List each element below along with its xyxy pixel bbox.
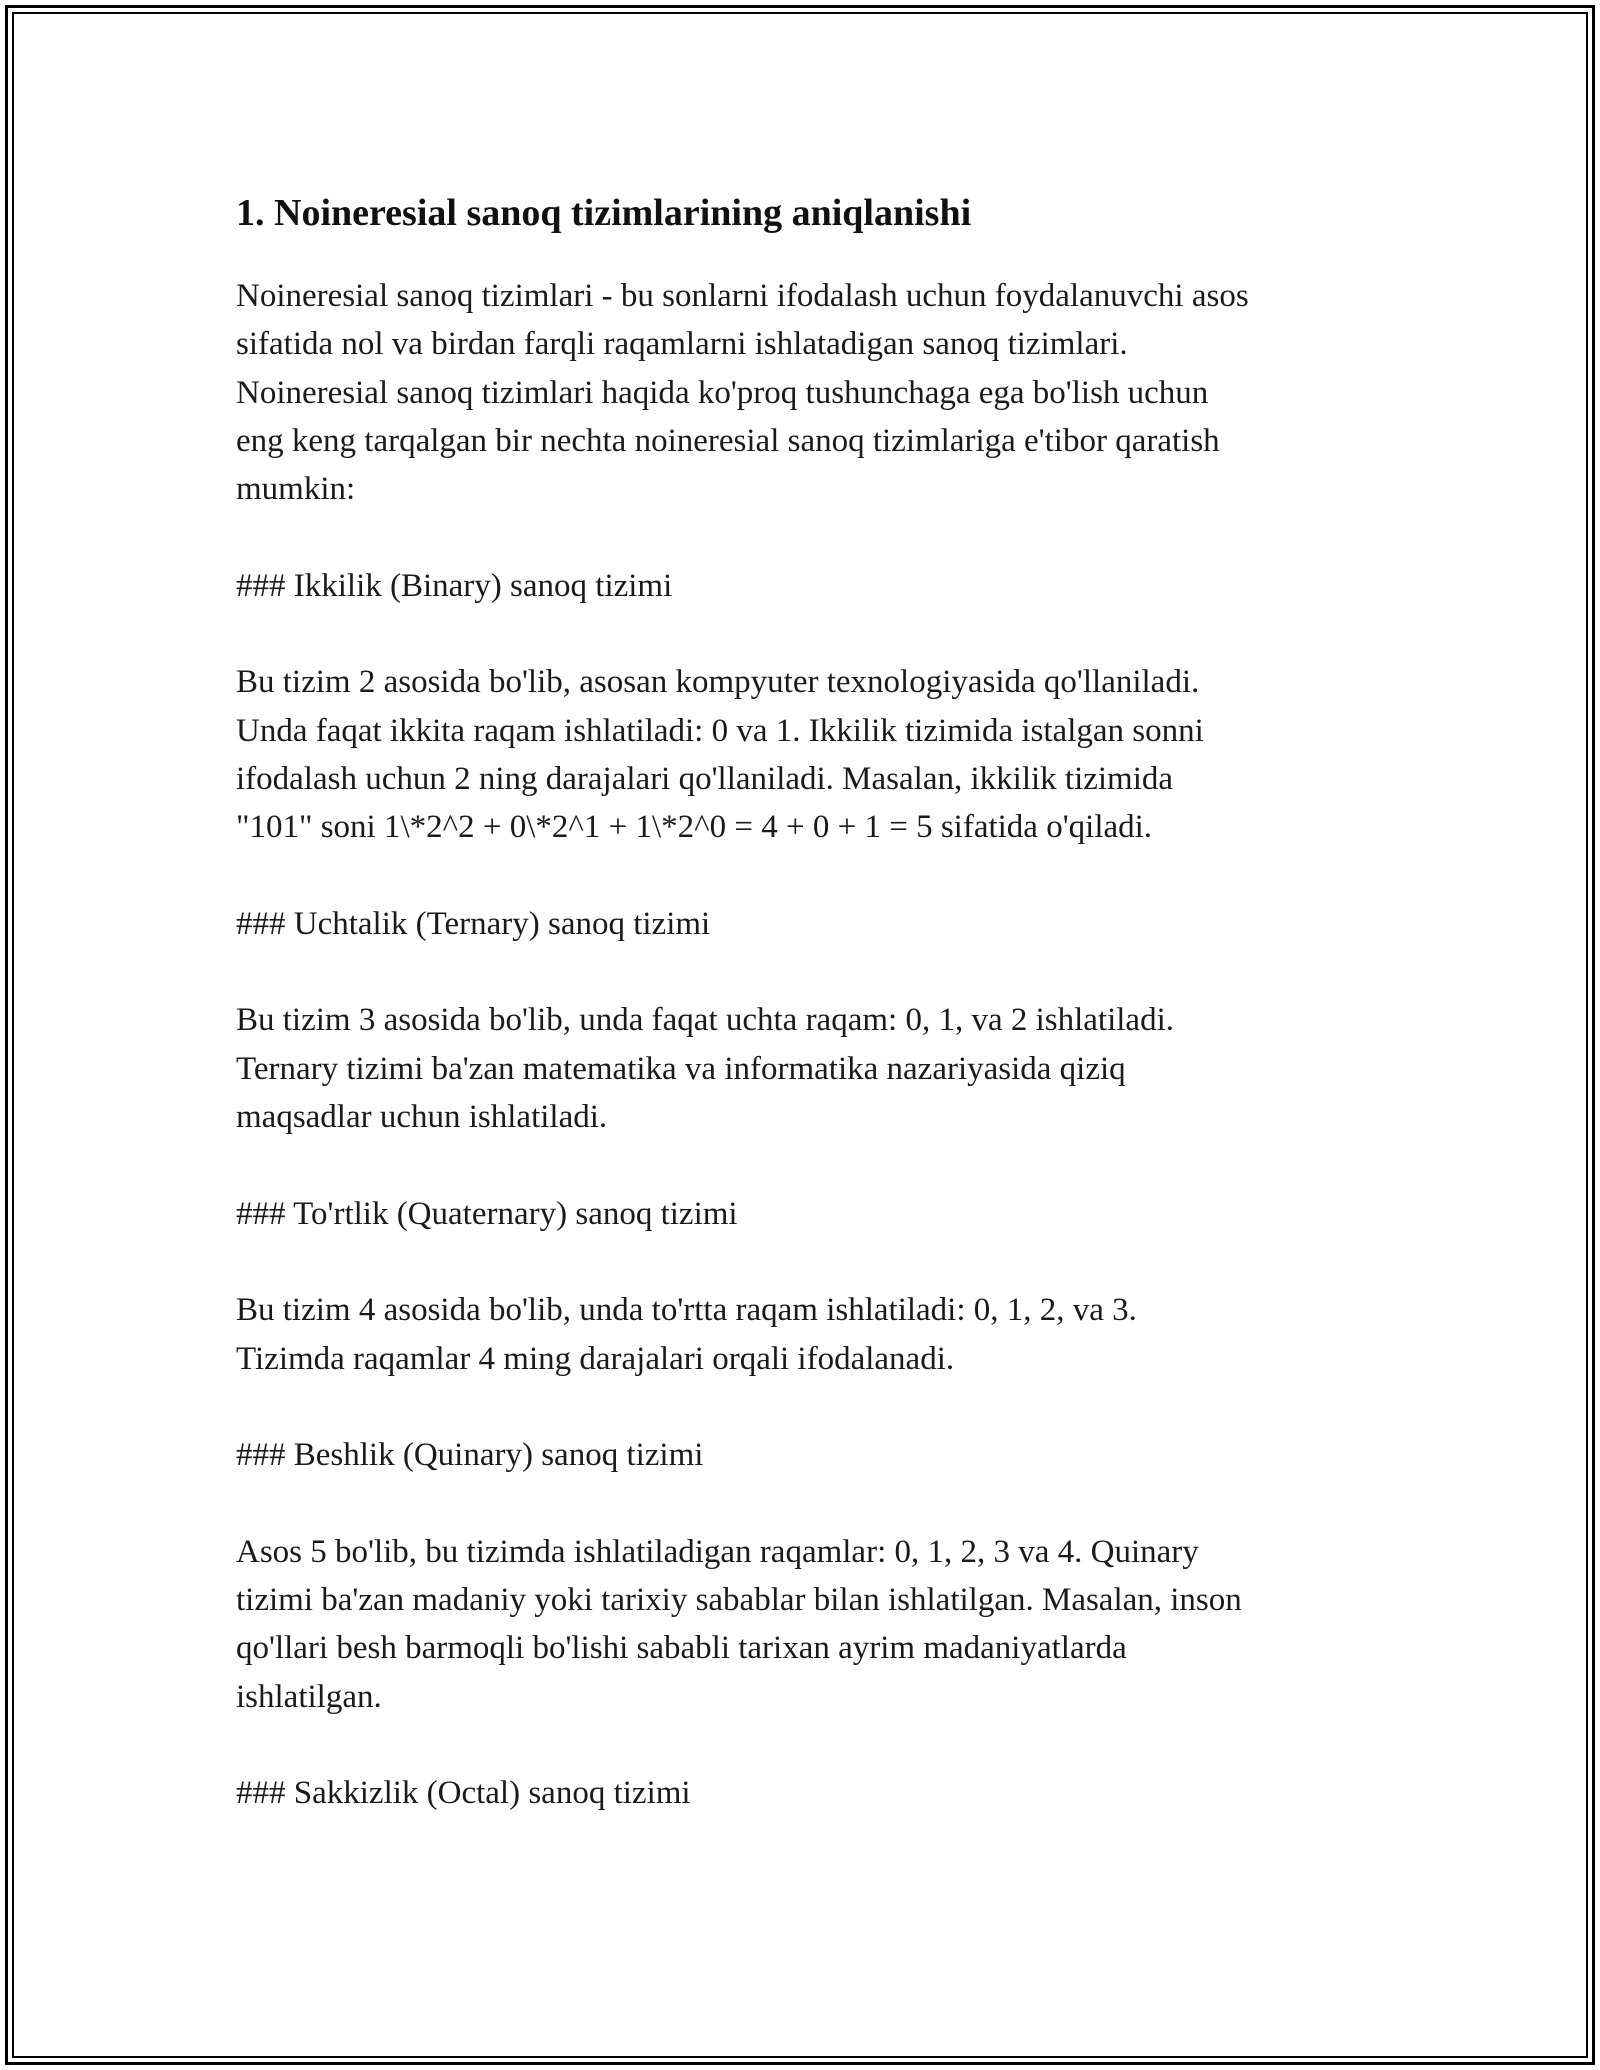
section-heading-octal: ### Sakkizlik (Octal) sanoq tizimi [236, 1775, 691, 1812]
spacer [236, 1479, 1376, 1527]
spacer [236, 1238, 1376, 1286]
section-text-quaternary: Bu tizim 4 asosida bo'lib, unda to'rtta raqam ishlatiladi: 0, 1, 2, va 3. Tizimda raqamlar 4 ming darajalari orqali ifodalanadi. [236, 1292, 1137, 1377]
section-text-ternary: Bu tizim 3 asosida bo'lib, unda faqat uchta raqam: 0, 1, va 2 ishlatiladi. Ternary tizimi ba'zan matematika va informatika nazariyasida qiziq maqsadlar uchun ishlatiladi. [236, 1002, 1174, 1136]
intro-paragraph: Noineresial sanoq tizimlari - bu sonlarni ifodalash uchun foydalanuvchi asos sifatida nol va birdan farqli raqamlarni ishlatadigan sanoq tizimlari. Noineresial sanoq tizimlari haqida ko'proq tushunchaga ega bo'lish uchun eng keng tarqalgan bir nechta noineresial sanoq tizimlariga e'tibor qaratish mumkin: [236, 278, 1249, 508]
spacer [236, 513, 1376, 561]
spacer [236, 852, 1376, 900]
spacer [236, 1721, 1376, 1769]
section-text-quinary: Asos 5 bo'lib, bu tizimda ishlatiladigan raqamlar: 0, 1, 2, 3 va 4. Quinary tizimi ba'zan madaniy yoki tarixiy sabablar bilan ishlatilgan. Masalan, inson qo'llari besh barmoqli bo'lishi sababli tarixan ayrim madaniyatlarda ishlatilgan. [236, 1533, 1242, 1715]
section-heading-binary: ### Ikkilik (Binary) sanoq tizimi [236, 567, 673, 604]
spacer [236, 610, 1376, 658]
section-heading-quinary: ### Beshlik (Quinary) sanoq tizimi [236, 1437, 704, 1474]
spacer [236, 1141, 1376, 1189]
spacer [236, 948, 1376, 996]
spacer [236, 1383, 1376, 1431]
document-title: 1. Noineresial sanoq tizimlarining aniqlanishi [236, 192, 972, 234]
section-heading-ternary: ### Uchtalik (Ternary) sanoq tizimi [236, 905, 711, 942]
section-heading-quaternary: ### To'rtlik (Quaternary) sanoq tizimi [236, 1195, 738, 1232]
document-body [236, 188, 1376, 1818]
section-text-binary: Bu tizim 2 asosida bo'lib, asosan kompyuter texnologiyasida qo'llaniladi. Unda faqat ikkita raqam ishlatiladi: 0 va 1. Ikkilik tizimida istalgan sonni ifodalash uchun 2 ning darajalari qo'llaniladi. Masalan, ikkilik tizimida "101" soni 1\*2^2 + 0\*2^1 + 1\*2^0 = 4 + 0 + 1 = 5 sifatida o'qiladi. [236, 664, 1204, 846]
